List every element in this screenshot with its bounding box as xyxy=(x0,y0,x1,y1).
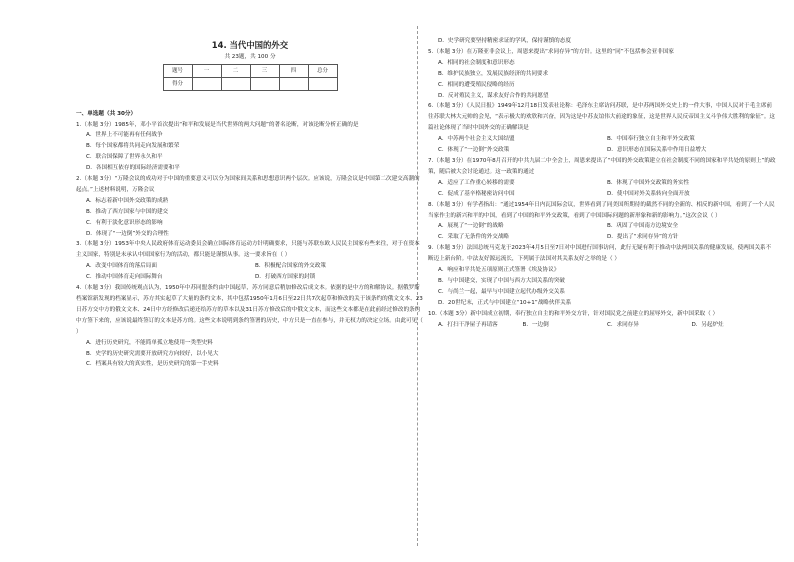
option-d[interactable]: D．体现了“一边倒”外交的合理性 xyxy=(86,230,169,237)
question-5 xyxy=(428,47,776,102)
option-c[interactable]: C．联合国保障了世界永久和平 xyxy=(86,154,163,161)
option-row xyxy=(428,145,776,156)
option-c[interactable]: C．与尚兰一起，最早与中国建立起代办级外交关系 xyxy=(438,288,565,295)
question-stem: 10.（本题 3分）新中国成立初期，奉行独立自主的和平外交方针，针对国民党之前建立的屈辱外交，新中国采取（ ） xyxy=(428,310,719,317)
option-c[interactable]: C．求同存异 xyxy=(607,321,639,328)
question-stem: 2.（本题 3分）“万隆会议的成功对于中国的重要意义可以分为国家间关系和思想意识两个层次。应该说，万隆会议是中国第二次建交高潮的起点。”上述材料说明，万隆会议 xyxy=(76,176,420,193)
question-stem: 1.（本题 3分）1985年，邓小平首次提出“和平和发展是当代世界的两大问题”的著名论断，对该论断分析正确的是 xyxy=(76,121,359,128)
question-stem: 7.（本题 3分）在1970年8月召开的中共九届二中全会上，周恩来提出了“中国的外交政策建立在社会制度不同的国家和平共处的原则上”的政策，随后被大会讨论通过。这一政策的通过 xyxy=(428,157,776,175)
question-6 xyxy=(428,101,776,156)
option-row xyxy=(428,178,776,189)
question-stem: 6.（本题 3分）《人民日报》1949年12月18日发表社论称：毛泽东主席访问苏联，是中苏两国外交史上的一件大事，中国人民对于毛主席前往苏联大林大元帅的会见，“表示极大的欢欣和兴奋，因为这是中苏友谊伟大前途的象征，这是世界人民反帝国主义斗争伟大胜利的象征”。这篇社论体现了当时中国外交的正确解读是 xyxy=(428,103,776,132)
question-4 xyxy=(76,283,424,370)
option-d[interactable]: D．各国相互依存的国际经济需要和平 xyxy=(86,165,180,172)
option-c[interactable]: C．有利于淡化意识形态的影响 xyxy=(86,219,163,226)
option-row xyxy=(428,221,776,232)
option-c[interactable]: C．档案具有较大的真实性，是历史研究的第一手史料 xyxy=(86,361,219,368)
question-7 xyxy=(428,156,776,200)
option-a[interactable]: A．相同的社会制度和意识形态 xyxy=(438,59,515,66)
option-b[interactable]: B．推动了西方国家与中国的建交 xyxy=(86,208,169,215)
exam-subtitle: 共 23题，共 100 分 xyxy=(224,53,276,60)
score-cell[interactable] xyxy=(192,77,221,90)
option-c[interactable]: C．促成了基辛格秘密访问中国 xyxy=(438,190,515,197)
score-table-score-row xyxy=(163,77,337,90)
score-table-header-row xyxy=(163,64,337,77)
score-header-cell: 三 xyxy=(250,64,279,77)
option-a[interactable]: A．中苏两个社会主义大国结盟 xyxy=(438,136,515,143)
option-d[interactable]: D．使中国对外关系转向全面开放 xyxy=(607,190,690,197)
option-row xyxy=(428,189,776,200)
left-column xyxy=(76,30,424,370)
score-header-cell: 总分 xyxy=(308,64,337,77)
option-b[interactable]: B．与中国建交，实现了中国与西方大国关系的突破 xyxy=(438,277,565,284)
option-a[interactable]: A．标志着新中国外交政策的成熟 xyxy=(86,197,169,204)
option-d[interactable]: D．反对殖民主义，谋求友好合作的共同愿望 xyxy=(438,92,549,99)
option-row xyxy=(76,261,424,272)
option-d[interactable]: D．20世纪末，正式与中国建立“10+1”战略伙伴关系 xyxy=(438,299,572,306)
option-c[interactable]: C．推动中国体育走向国际舞台 xyxy=(86,274,163,281)
score-header-cell: 四 xyxy=(279,64,308,77)
question-8 xyxy=(428,200,776,244)
section-title: 一、单选题（共 30分） xyxy=(76,110,137,117)
option-d[interactable]: D．另起炉灶 xyxy=(691,321,724,328)
question-9 xyxy=(428,243,776,308)
option-d[interactable]: D．打破西方国家的封锁 xyxy=(255,274,316,281)
question-stem: 9.（本题 3分）法国总统马克龙于2023年4月5日至7日对中国进行国事访问，此行无疑有利于推动中法两国关系的健康发展，使两国关系不断迈上新台阶。中法友好源远流长，下列属于法国对其关系友好之举的是（ ） xyxy=(428,245,772,263)
option-row xyxy=(428,320,776,331)
option-a[interactable]: A．世界上不可能再有任何战争 xyxy=(86,132,163,139)
score-cell[interactable] xyxy=(221,77,250,90)
score-cell[interactable] xyxy=(279,77,308,90)
score-cell[interactable] xyxy=(308,77,337,90)
option-a[interactable]: A．响应和平共处五项原则正式签署《埃及协议》 xyxy=(438,267,560,274)
question-stem: 4.（本题 3分）我国传统观点认为，1950年中苏同盟条约由中国起草，苏方同意后稍加修改后成文本。依据的是中方的和解协议。据俄罗斯档案馆新发现的档案显示，苏方其实起草了大量的条约文本，其中包括1950年1月6日至22日共7次起草和修改的关于该条约的俄文文本、23日苏方交中方的俄文文本、24日中方经修改后递还给苏方的草本以及31日苏方修改后的中俄文文本，而这些文本都是在此前经过修改的条约中方签下来的，应该说最终签订的文本是苏方的。这些文本说明到条约签署的历史，中方只是一直在参与，并无权力的决定立场。由此可见（ ） xyxy=(76,285,423,335)
option-c[interactable]: C．体现了“一边倒”外交政策 xyxy=(438,147,510,154)
option-b[interactable]: B．体现了中国外交政策的务实性 xyxy=(607,179,690,186)
question-stem: 8.（本题 3分）有学者指出：“通过1954年日内瓦国际会议，世界看到了同美国所期待的截然不同的全新的、相反的新中国，看到了一个人民当家作主的新兴和平的中国，看到了中国的和平外交政策，看到了中国国际问题的新形象和新的影响力。”这次会议（ ） xyxy=(428,201,775,219)
option-d[interactable]: D．意识形态在国际关系中作用日益增大 xyxy=(607,147,707,154)
option-a[interactable]: A．适应了工作重心转移的需要 xyxy=(438,179,515,186)
option-row xyxy=(428,232,776,243)
option-b[interactable]: B．积极配合国家的外交政策 xyxy=(255,263,326,270)
question-stem: 3.（本题 3分）1953年中央人民政府体育运动委员会确立国际体育运动方针明确要求，只能与苏联东欧人民民主国家有些来往，对于在资本主义国家，特别是未承认中国国家行为的活动，都只能是谨慎从事。这一要求旨在（ ） xyxy=(76,241,420,259)
option-d[interactable]: D．提出了“求同存异”的方针 xyxy=(607,234,679,241)
question-4-continued xyxy=(428,36,776,47)
option-row xyxy=(76,272,424,283)
option-b[interactable]: B．一边倒 xyxy=(522,321,549,328)
right-column xyxy=(428,36,776,330)
option-a[interactable]: A．展现了“一边倒”的战略 xyxy=(438,223,504,230)
option-a[interactable]: A．改变中国体育的落后局面 xyxy=(86,263,157,270)
option-b[interactable]: B．每个国家都将共同走向发展和繁荣 xyxy=(86,143,180,150)
score-header-cell: 二 xyxy=(221,64,250,77)
option-c[interactable]: C．采取了无条件的外交战略 xyxy=(438,234,510,241)
exam-title: 14. 当代中国的外交 xyxy=(211,40,289,50)
score-header-cell: 一 xyxy=(192,64,221,77)
score-table xyxy=(163,64,338,91)
option-b[interactable]: B．史学的历史研究需要开放研究方向较好，以小见大 xyxy=(86,350,219,357)
option-a[interactable]: A．打扫干净屋子再请客 xyxy=(438,321,498,328)
question-2 xyxy=(76,174,424,239)
score-row-label: 得分 xyxy=(163,77,192,90)
question-1 xyxy=(76,120,424,175)
option-c[interactable]: C．相同的遭受殖民侵略的经历 xyxy=(438,81,515,88)
option-a[interactable]: A．进行历史研究，不能简单孤立地使用一类型史料 xyxy=(86,339,213,346)
question-stem: 5.（本题 3分）在万隆亚非会议上，周恩来提出“求同存异”的方针。这里的“同”不包括参会亚非国家 xyxy=(428,48,675,55)
score-cell[interactable] xyxy=(250,77,279,90)
option-row xyxy=(428,134,776,145)
option-b[interactable]: B．维护民族独立，发展民族经济的共同要求 xyxy=(438,70,549,77)
question-3 xyxy=(76,239,424,283)
question-10 xyxy=(428,309,776,331)
option-b[interactable]: B．中国奉行独立自主和平外交政策 xyxy=(607,136,695,143)
score-header-cell: 题号 xyxy=(163,64,192,77)
option-d[interactable]: D．史学研究要坚持精密求证的学风，保持谨慎的态度 xyxy=(438,38,571,44)
option-b[interactable]: B．巩固了中国南方边境安全 xyxy=(607,223,678,230)
